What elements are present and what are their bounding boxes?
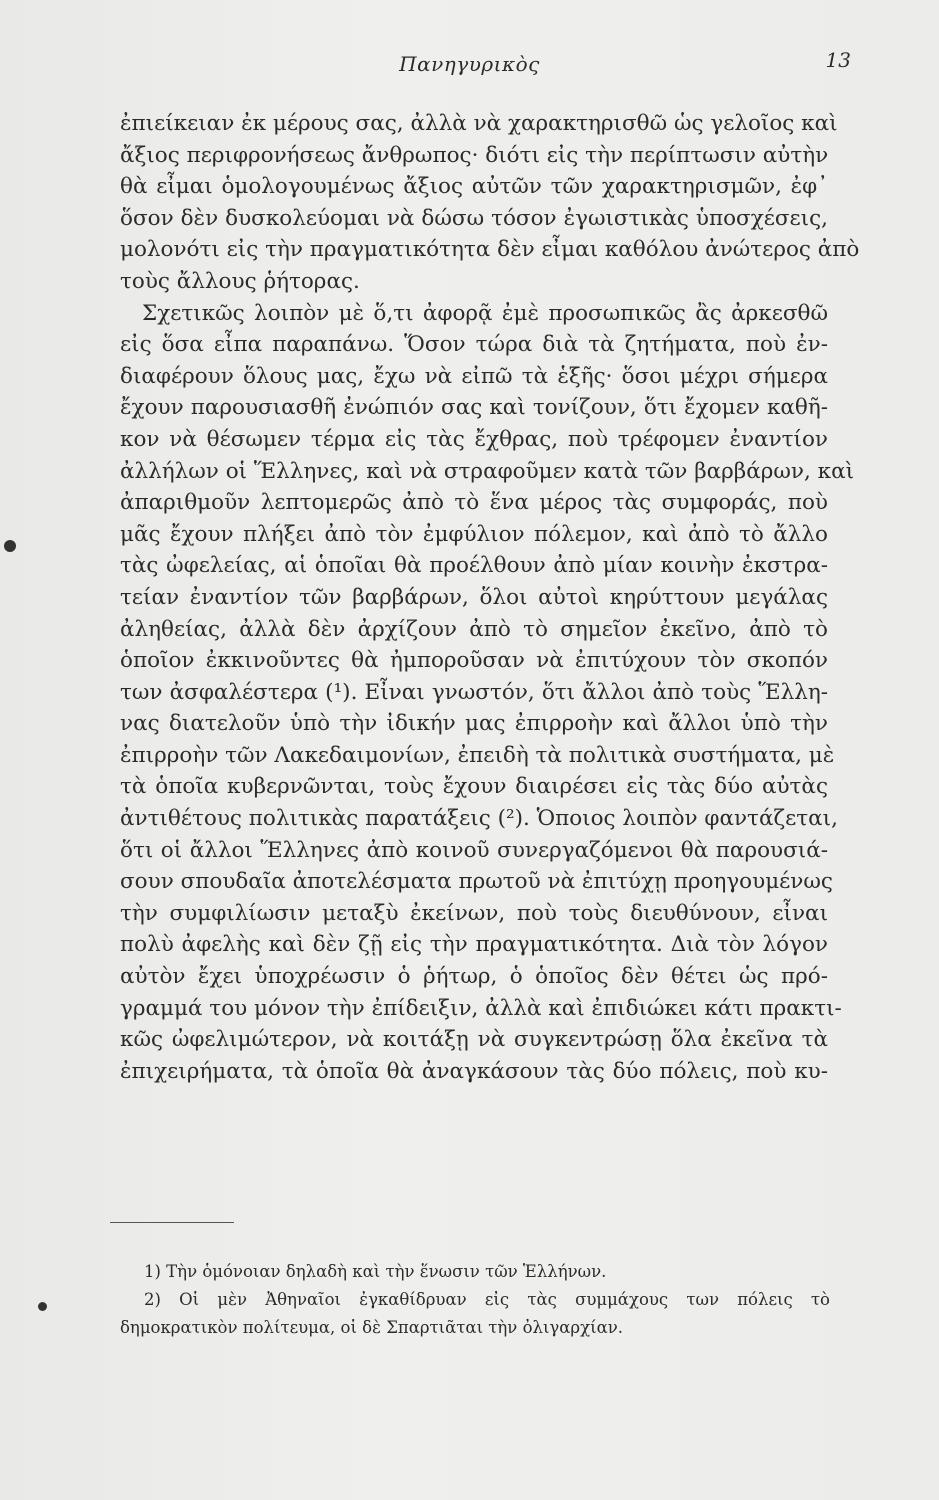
faint-margin-handwriting (822, 520, 862, 950)
text-line: διαφέρουν ὅλους μας, ἔχω νὰ εἰπῶ τὰ ἑξῆς· ὅσοι μέχρι σήμερα (120, 363, 828, 389)
text-line: τείαν ἐναντίον τῶν βαρβάρων, ὅλοι αὐτοὶ κηρύττουν μεγάλας (120, 584, 828, 610)
body-text (120, 108, 860, 1087)
text-line: κῶς ὠφελιμώτερον, νὰ κοιτάξῃ νὰ συγκεντρώσῃ ὅλα ἐκεῖνα τὰ (120, 1027, 828, 1053)
text-line: μᾶς ἔχουν πλήξει ἀπὸ τὸν ἐμφύλιον πόλεμον, καὶ ἀπὸ τὸ ἄλλο (120, 521, 828, 547)
text-line: μολονότι εἰς τὴν πραγματικότητα δὲν εἶμαι καθόλου ἀνώτερος ἀπὸ (120, 237, 860, 263)
text-line: ὁποῖον ἐκκινοῦντες θὰ ἠμποροῦσαν νὰ ἐπιτύχουν τὸν σκοπόν (120, 648, 828, 674)
text-line: θὰ εἶμαι ὁμολογουμένως ἄξιος αὐτῶν τῶν χαρακτηρισμῶν, ἐφ᾽ (120, 174, 828, 200)
text-line: ἀντιθέτους πολιτικὰς παρατάξεις (²). Ὁποιος λοιπὸν φαντάζεται, (120, 806, 838, 832)
text-line: ἀπαριθμοῦν λεπτομερῶς ἀπὸ τὸ ἕνα μέρος τὰς συμφοράς, ποὺ (120, 490, 828, 516)
text-line: ἐπιχειρήματα, τὰ ὁποῖα θὰ ἀναγκάσουν τὰς δύο πόλεις, ποὺ κυ- (120, 1058, 828, 1084)
text-line: ἄξιος περιφρονήσεως ἄνθρωπος· διότι εἰς τὴν περίπτωσιν αὐτὴν (120, 142, 829, 168)
text-line: τὴν συμφιλίωσιν μεταξὺ ἐκείνων, ποὺ τοὺς διευθύνουν, εἶναι (120, 900, 828, 926)
text-line: των ἀσφαλέστερα (¹). Εἶναι γνωστόν, ὅτι ἄλλοι ἀπὸ τοὺς Ἕλλη- (120, 679, 828, 705)
footnote-divider (110, 1222, 234, 1223)
text-line: νας διατελοῦν ὑπὸ τὴν ἰδικήν μας ἐπιρροὴν καὶ ἄλλοι ὑπὸ τὴν (120, 711, 828, 737)
footnote-2-continued: δημοκρατικὸν πολίτευμα, οἱ δὲ Σπαρτιᾶται τὴν ὀλιγαρχίαν. (120, 1318, 624, 1337)
text-line: γραμμά του μόνον τὴν ἐπίδειξιν, ἀλλὰ καὶ ἐπιδιώκει κάτι πρακτι- (120, 995, 842, 1021)
text-line: σουν σπουδαῖα ἀποτελέσματα πρωτοῦ νὰ ἐπιτύχῃ προηγουμένως (120, 869, 833, 895)
running-header: Πανηγυρικὸς (399, 52, 540, 76)
page-number: 13 (825, 48, 851, 72)
text-line: ἀλλήλων οἱ Ἕλληνες, καὶ νὰ στραφοῦμεν κατὰ τῶν βαρβάρων, καὶ (120, 458, 855, 484)
text-line: τὰ ὁποῖα κυβερνῶνται, τοὺς ἔχουν διαιρέσει εἰς τὰς δύο αὐτὰς (120, 774, 828, 800)
text-line: πολὺ ἀφελὴς καὶ δὲν ζῇ εἰς τὴν πραγματικότητα. Διὰ τὸν λόγον (120, 932, 828, 958)
text-line: Σχετικῶς λοιπὸν μὲ ὅ,τι ἀφορᾷ ἐμὲ προσωπικῶς ἂς ἀρκεσθῶ (142, 300, 828, 326)
text-line: τοὺς ἄλλους ῥήτορας. (120, 268, 360, 294)
text-line: ἐπιρροὴν τῶν Λακεδαιμονίων, ἐπειδὴ τὰ πολιτικὰ συστήματα, μὲ (120, 742, 835, 768)
margin-dot-mark (4, 540, 16, 552)
text-line: αὐτὸν ἔχει ὑποχρέωσιν ὁ ῥήτωρ, ὁ ὁποῖος δὲν θέτει ὡς πρό- (120, 964, 828, 990)
footnote-1: 1) Τὴν ὁμόνοιαν δηλαδὴ καὶ τὴν ἕνωσιν τῶν Ἑλλήνων. (144, 1262, 607, 1281)
footnotes (120, 1258, 830, 1342)
text-line: ἐπιείκειαν ἐκ μέρους σας, ἀλλὰ νὰ χαρακτηρισθῶ ὡς γελοῖος καὶ (120, 111, 838, 136)
footnote-2: 2) Οἱ μὲν Ἀθηναῖοι ἐγκαθίδρυαν εἰς τὰς συμμάχους των πόλεις τὸ (144, 1290, 830, 1309)
text-line: ἔχουν παρουσιασθῆ ἐνώπιόν σας καὶ τονίζουν, ὅτι ἔχομεν καθῆ- (120, 395, 828, 421)
text-line: εἰς ὅσα εἶπα παραπάνω. Ὅσον τώρα διὰ τὰ ζητήματα, ποὺ ἐν- (120, 332, 828, 358)
margin-dot-mark (38, 1302, 47, 1311)
text-line: ἀληθείας, ἀλλὰ δὲν ἀρχίζουν ἀπὸ τὸ σημεῖον ἐκεῖνο, ἀπὸ τὸ (120, 616, 828, 642)
text-line: τὰς ὠφελείας, αἱ ὁποῖαι θὰ προέλθουν ἀπὸ μίαν κοινὴν ἐκστρα- (120, 553, 828, 579)
text-line: κον νὰ θέσωμεν τέρμα εἰς τὰς ἔχθρας, ποὺ τρέφομεν ἐναντίον (120, 426, 828, 452)
text-line: ὅσον δὲν δυσκολεύομαι νὰ δώσω τόσον ἐγωιστικὰς ὑποσχέσεις, (120, 205, 828, 231)
text-line: ὅτι οἱ ἄλλοι Ἕλληνες ἀπὸ κοινοῦ συνεργαζόμενοι θὰ παρουσιά- (120, 837, 828, 863)
